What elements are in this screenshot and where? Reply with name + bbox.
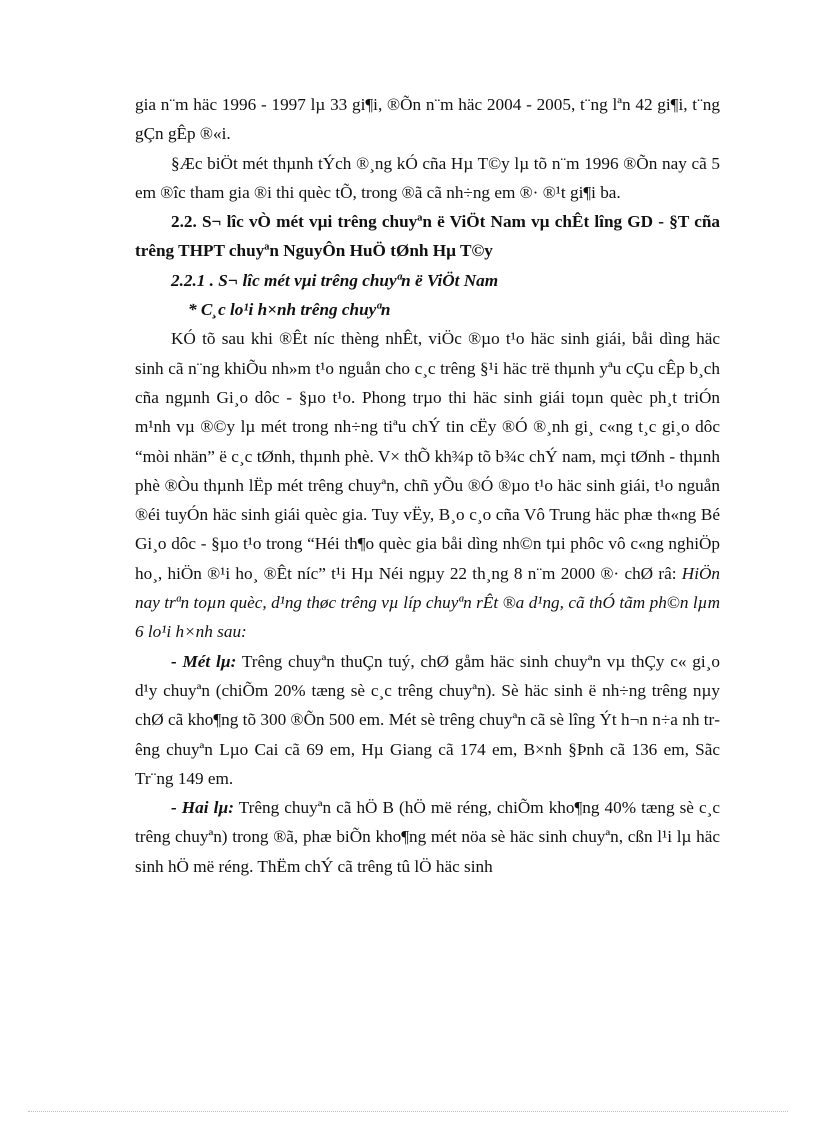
paragraph-history-text: KÓ tõ sau khi ®Êt níc thèng nhÊt, viÖc ®µo t¹o häc sinh giái, båi dìng häc sinh cã n¨ng khiÕu nh»m t¹o nguån cho c¸c trêng §¹i häc trë thµnh yªu cÇu cÊp b¸ch cña ngµnh Gi¸o dôc - §µo t¹o. Phong trµo thi häc sinh giái toµn quèc ph¸t triÓn m¹nh vµ ®©y lµ mét trong nh÷ng tiªu chÝ tin cËy ®Ó ®¸nh gi¸ c«ng t¸c gi¸o dôc “mòi nhän” ë c¸c tØnh, thµnh phè. V× thÕ kh¾p tõ b¾c chÝ nam, mçi tØnh - thµnh phè ®Òu thµnh lËp mét trêng chuyªn, chñ yÕu ®Ó ®µo t¹o häc sinh giái, t¹o nguån ®éi tuyÓn häc sinh giái quèc gia. Tuy vËy, B¸o c¸o cña Vô Trung häc phæ th«ng Bé Gi¸o dôc - §µo t¹o trong “Héi th¶o quèc gia båi dìng nh©n tµi phôc vô c«ng nghiÖp ho¸, hiÖn ®¹i ho¸ ®Êt níc” t¹i Hµ Néi ngµy 22 th¸ng 8 n¨m 2000 ®· chØ râ: (135, 329, 720, 583)
type-one-text: Trêng chuyªn thuÇn tuý, chØ gåm häc sinh chuyªn vµ thÇy c« gi¸o d¹y chuyªn (chiÕm 20% tæng sè c¸c trêng chuyªn). Sè häc sinh ë nh÷ng trêng nµy chØ cã kho¶ng tõ 300 ®Õn 500 em. Mét sè trêng chuyªn cã sè lîng Ýt h¬n n÷a nh trêng chuyªn Lµo Cai cã 69 em, Hµ Giang cã 174 em, B×nh §Þnh cã 136 em, Sãc Tr¨ng 149 em. (135, 651, 720, 788)
subheading-school-types: * C¸c lo¹i h×nh trêng chuyªn (188, 300, 391, 320)
type-two-lead: - Hai lµ: (171, 798, 235, 818)
section-heading-2-2: 2.2. S¬ lîc vÒ mét vµi trêng chuyªn ë ViÖt Nam vµ chÊt lîng GD - §T cña trêng THPT chuyªn NguyÔn HuÖ tØnh Hµ T©y (135, 212, 720, 261)
paragraph-history-quote: HiÖn nay trªn toµn quèc, d¹ng thøc trêng vµ líp chuyªn rÊt ®a d¹ng, cã thÓ tãm ph©n lµm 6 lo¹i h×nh sau: (135, 563, 720, 642)
paragraph-international: §Æc biÖt mét thµnh tÝch ®¸ng kÓ cña Hµ T©y lµ tõ n¨m 1996 ®Õn nay cã 5 em ®îc tham gia ®i thi quèc tÕ, trong ®ã cã nh÷ng em ®· ®¹t gi¶i ba. (135, 153, 720, 202)
page-bottom-divider (28, 1111, 788, 1112)
type-two-text: Trêng chuyªn cã hÖ B (hÖ më réng, chiÕm kho¶ng 40% tæng sè c¸c trêng chuyªn) trong ®ã, phæ biÕn kho¶ng mét nöa sè häc sinh chuyªn, cßn l¹i lµ häc sinh hÖ më réng. ThËm chÝ cã trêng tû lÖ häc sinh (135, 798, 720, 876)
section-heading-2-2-1: 2.2.1 . S¬ lîc mét vµi trêng chuyªn ë ViÖt Nam (171, 270, 499, 290)
paragraph-history (135, 324, 720, 646)
paragraph-type-two (135, 793, 720, 881)
paragraph-type-one (135, 647, 720, 793)
type-one-lead: - Mét lµ: (171, 651, 237, 671)
paragraph-awards-growth: gia n¨m häc 1996 - 1997 lµ 33 gi¶i, ®Õn n¨m häc 2004 - 2005, t¨ng lªn 42 gi¶i, t¨ng gÇn gÊp ®«i. (135, 95, 720, 144)
